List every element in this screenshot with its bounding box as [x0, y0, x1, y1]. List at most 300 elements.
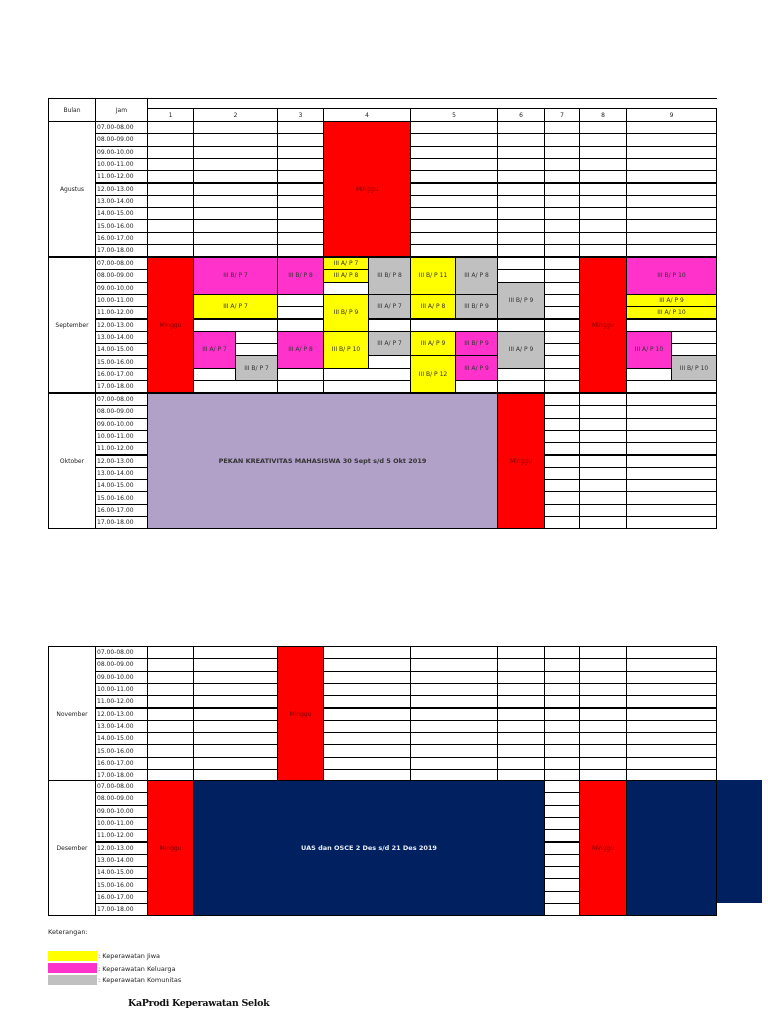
schedule-cell: [410, 695, 498, 708]
schedule-cell: [544, 282, 580, 295]
schedule-cell: [544, 380, 580, 393]
schedule-cell: [323, 646, 411, 659]
schedule-cell: [323, 658, 411, 671]
month-label-oktober: Oktober: [48, 393, 96, 529]
time-slot: 10.00-11.00: [95, 683, 148, 696]
time-slot: 17.00-18.00: [95, 380, 148, 393]
schedule-cell: [147, 695, 194, 708]
day-header-1: 1: [147, 108, 194, 122]
schedule-cell: [626, 658, 717, 671]
schedule-block: PEKAN KREATIVITAS MAHASISWA 30 Sept s/d 5 Okt 2019: [147, 393, 498, 529]
time-slot: 09.00-10.00: [95, 418, 148, 431]
schedule-cell: [626, 442, 717, 455]
schedule-block: III B/ P 11: [410, 257, 456, 295]
schedule-cell: [193, 170, 278, 183]
schedule-cell: [626, 393, 717, 406]
schedule-cell: [626, 455, 717, 468]
schedule-cell: [626, 146, 717, 159]
month-label-november: November: [48, 646, 96, 782]
time-slot: 16.00-17.00: [95, 891, 148, 904]
schedule-cell: [277, 294, 324, 307]
schedule-cell: [277, 380, 324, 393]
schedule-cell: [626, 708, 717, 721]
schedule-cell: [193, 232, 278, 245]
day-header-6: 6: [497, 108, 545, 122]
sunday-block: Minggu: [579, 780, 627, 916]
schedule-cell: [544, 232, 580, 245]
time-slot: 09.00-10.00: [95, 282, 148, 295]
schedule-block: III B/ P 9: [323, 294, 369, 332]
legend-title: Keterangan:: [48, 928, 88, 936]
schedule-cell: [147, 207, 194, 220]
schedule-block: III A/ P 10: [626, 331, 672, 369]
schedule-cell: [579, 146, 627, 159]
schedule-cell: [626, 720, 717, 733]
time-slot: 11.00-12.00: [95, 442, 148, 455]
schedule-cell: [544, 219, 580, 232]
schedule-cell: [193, 744, 278, 757]
time-slot: 13.00-14.00: [95, 467, 148, 480]
schedule-cell: [579, 207, 627, 220]
schedule-cell: [410, 671, 498, 684]
schedule-cell: [193, 380, 278, 393]
schedule-cell: [193, 121, 278, 134]
schedule-cell: [193, 158, 278, 171]
schedule-cell: [497, 757, 545, 770]
schedule-block: III B/ P 10: [626, 257, 717, 295]
schedule-cell: [497, 146, 545, 159]
schedule-block: UAS dan OSCE 2 Des s/d 21 Des 2019: [193, 780, 545, 916]
schedule-cell: [147, 158, 194, 171]
schedule-cell: [626, 232, 717, 245]
schedule-cell: [579, 418, 627, 431]
schedule-cell: [497, 244, 545, 257]
time-slot: 12.00-13.00: [95, 708, 148, 721]
time-slot: 15.00-16.00: [95, 491, 148, 504]
day-header-3: 3: [277, 108, 324, 122]
schedule-cell: [626, 671, 717, 684]
schedule-cell: [626, 380, 717, 393]
time-slot: 08.00-09.00: [95, 658, 148, 671]
schedule-cell: [277, 121, 324, 134]
time-slot: 10.00-11.00: [95, 430, 148, 443]
legend-swatch-keluarga: [48, 963, 97, 973]
schedule-cell: [544, 405, 580, 418]
schedule-cell: [579, 170, 627, 183]
schedule-cell: [410, 170, 498, 183]
schedule-cell: [544, 491, 580, 504]
schedule-cell: [544, 319, 580, 332]
schedule-block: III A/ P 7: [323, 257, 369, 270]
schedule-cell: [579, 430, 627, 443]
time-slot: 10.00-11.00: [95, 158, 148, 171]
schedule-cell: [579, 219, 627, 232]
schedule-cell: [579, 405, 627, 418]
schedule-cell: [626, 646, 717, 659]
schedule-cell: [147, 133, 194, 146]
schedule-cell: [497, 368, 545, 381]
schedule-cell: [147, 195, 194, 208]
schedule-cell: [277, 306, 324, 319]
schedule-block: III B/ P 8: [368, 257, 411, 295]
schedule-block: III A/ P 8: [410, 294, 456, 320]
schedule-cell: [193, 720, 278, 733]
schedule-cell: [410, 146, 498, 159]
schedule-cell: [323, 720, 411, 733]
schedule-cell: [323, 708, 411, 721]
schedule-cell: [579, 646, 627, 659]
schedule-cell: [544, 195, 580, 208]
time-slot: 07.00-08.00: [95, 121, 148, 134]
schedule-cell: [626, 170, 717, 183]
schedule-cell: [626, 732, 717, 745]
schedule-cell: [410, 732, 498, 745]
schedule-cell: [544, 430, 580, 443]
schedule-cell: [544, 732, 580, 745]
schedule-cell: [277, 183, 324, 196]
schedule-cell: [626, 744, 717, 757]
schedule-cell: [323, 671, 411, 684]
schedule-cell: [544, 504, 580, 517]
schedule-cell: [579, 195, 627, 208]
schedule-cell: [277, 219, 324, 232]
schedule-block: III A/ P 8: [277, 331, 324, 369]
schedule-cell: [497, 658, 545, 671]
time-slot: 09.00-10.00: [95, 146, 148, 159]
time-slot: 08.00-09.00: [95, 133, 148, 146]
schedule-cell: [544, 418, 580, 431]
schedule-cell: [544, 306, 580, 319]
day-header-7: 7: [544, 108, 580, 122]
schedule-cell: [579, 244, 627, 257]
schedule-block: III A/ P 7: [368, 331, 411, 357]
day-header-5: 5: [410, 108, 498, 122]
schedule-block: III B/ P 10: [671, 355, 717, 381]
schedule-cell: [497, 695, 545, 708]
schedule-block: III A/ P 9: [455, 355, 498, 381]
schedule-cell: [323, 380, 411, 393]
schedule-cell: [193, 757, 278, 770]
schedule-cell: [579, 183, 627, 196]
schedule-cell: [544, 170, 580, 183]
schedule-cell: [497, 720, 545, 733]
schedule-block: III A/ P 7: [368, 294, 411, 320]
schedule-cell: [410, 708, 498, 721]
schedule-cell: [410, 133, 498, 146]
time-slot: 14.00-15.00: [95, 207, 148, 220]
schedule-cell: [147, 219, 194, 232]
sunday-block: Minggu: [147, 780, 194, 916]
time-slot: 07.00-08.00: [95, 393, 148, 406]
schedule-cell: [579, 479, 627, 492]
legend-label-jiwa: : Keperawatan Jiwa: [98, 952, 161, 960]
schedule-cell: [277, 195, 324, 208]
schedule-cell: [193, 219, 278, 232]
schedule-cell: [579, 757, 627, 770]
schedule-cell: [579, 158, 627, 171]
schedule-cell: [497, 683, 545, 696]
time-slot: 17.00-18.00: [95, 244, 148, 257]
schedule-cell: [579, 491, 627, 504]
schedule-cell: [193, 319, 278, 332]
schedule-cell: [626, 683, 717, 696]
schedule-cell: [579, 658, 627, 671]
schedule-cell: [579, 695, 627, 708]
schedule-cell: [544, 903, 580, 916]
schedule-cell: [626, 133, 717, 146]
time-slot: 11.00-12.00: [95, 695, 148, 708]
schedule-block: III B/ P 8: [277, 257, 324, 295]
schedule-block: III B/ P 7: [235, 355, 278, 381]
schedule-cell: [147, 121, 194, 134]
schedule-cell: [544, 780, 580, 793]
schedule-cell: [277, 158, 324, 171]
schedule-cell: [147, 232, 194, 245]
schedule-cell: [277, 146, 324, 159]
schedule-cell: [579, 683, 627, 696]
schedule-cell: [544, 479, 580, 492]
schedule-cell: [579, 671, 627, 684]
schedule-cell: [579, 504, 627, 517]
month-label-agustus: Agustus: [48, 121, 96, 257]
schedule-cell: [410, 121, 498, 134]
schedule-cell: [626, 504, 717, 517]
schedule-cell: [544, 133, 580, 146]
schedule-cell: [277, 368, 324, 381]
schedule-cell: [544, 269, 580, 282]
schedule-cell: [626, 418, 717, 431]
time-slot: 11.00-12.00: [95, 306, 148, 319]
schedule-cell: [626, 207, 717, 220]
schedule-cell: [147, 757, 194, 770]
schedule-cell: [579, 720, 627, 733]
schedule-cell: [497, 269, 545, 282]
schedule-cell: [544, 792, 580, 805]
schedule-cell: [323, 732, 411, 745]
schedule-cell: [579, 744, 627, 757]
schedule-cell: [544, 368, 580, 381]
legend-swatch-jiwa: [48, 951, 97, 961]
schedule-cell: [544, 891, 580, 904]
schedule-cell: [410, 319, 498, 332]
header-jam: Jam: [95, 98, 148, 122]
schedule-cell: [544, 744, 580, 757]
schedule-cell: [277, 232, 324, 245]
schedule-cell: [410, 195, 498, 208]
schedule-cell: [147, 146, 194, 159]
time-slot: 10.00-11.00: [95, 817, 148, 830]
schedule-cell: [323, 683, 411, 696]
schedule-cell: [410, 757, 498, 770]
schedule-cell: [497, 646, 545, 659]
time-slot: 15.00-16.00: [95, 355, 148, 368]
schedule-cell: [579, 467, 627, 480]
schedule-cell: [193, 195, 278, 208]
schedule-block: III A/ P 8: [455, 257, 498, 295]
schedule-cell: [410, 744, 498, 757]
schedule-cell: [626, 430, 717, 443]
schedule-cell: [147, 744, 194, 757]
schedule-cell: [626, 491, 717, 504]
schedule-cell: [544, 516, 580, 529]
schedule-block: [626, 780, 717, 916]
schedule-cell: [544, 355, 580, 368]
schedule-cell: [544, 331, 580, 344]
schedule-cell: [410, 720, 498, 733]
sunday-block: Minggu: [323, 121, 411, 257]
time-slot: 13.00-14.00: [95, 720, 148, 733]
schedule-cell: [497, 232, 545, 245]
schedule-cell: [544, 671, 580, 684]
schedule-cell: [626, 405, 717, 418]
time-slot: 13.00-14.00: [95, 854, 148, 867]
schedule-cell: [147, 170, 194, 183]
time-slot: 12.00-13.00: [95, 455, 148, 468]
schedule-cell: [277, 207, 324, 220]
header-bulan: Bulan: [48, 98, 96, 122]
time-slot: 07.00-08.00: [95, 780, 148, 793]
time-slot: 16.00-17.00: [95, 368, 148, 381]
time-slot: 09.00-10.00: [95, 805, 148, 818]
schedule-cell: [193, 695, 278, 708]
month-label-desember: Desember: [48, 780, 96, 916]
schedule-cell: [544, 121, 580, 134]
schedule-cell: [544, 393, 580, 406]
schedule-cell: [626, 183, 717, 196]
time-slot: 16.00-17.00: [95, 757, 148, 770]
time-slot: 08.00-09.00: [95, 792, 148, 805]
schedule-cell: [147, 732, 194, 745]
schedule-cell: [544, 183, 580, 196]
time-slot: 10.00-11.00: [95, 294, 148, 307]
time-slot: 15.00-16.00: [95, 744, 148, 757]
schedule-cell: [323, 744, 411, 757]
schedule-cell: [544, 646, 580, 659]
schedule-cell: [147, 671, 194, 684]
schedule-block: III B/ P 12: [410, 355, 456, 393]
schedule-cell: [544, 467, 580, 480]
legend-label-keluarga: : Keperawatan Keluarga: [98, 965, 176, 973]
time-slot: 17.00-18.00: [95, 769, 148, 782]
schedule-cell: [497, 744, 545, 757]
schedule-block: III A/ P 9: [410, 331, 456, 357]
schedule-cell: [193, 658, 278, 671]
schedule-cell: [579, 232, 627, 245]
time-slot: 08.00-09.00: [95, 405, 148, 418]
schedule-cell: [544, 455, 580, 468]
schedule-cell: [579, 442, 627, 455]
schedule-cell: [579, 133, 627, 146]
schedule-cell: [626, 158, 717, 171]
schedule-cell: [277, 133, 324, 146]
schedule-cell: [579, 516, 627, 529]
time-slot: 11.00-12.00: [95, 829, 148, 842]
schedule-cell: [497, 170, 545, 183]
schedule-cell: [544, 866, 580, 879]
schedule-cell: [544, 146, 580, 159]
schedule-block: III A/ P 7: [193, 331, 236, 369]
month-label-september: September: [48, 257, 96, 393]
schedule-cell: [410, 244, 498, 257]
schedule-cell: [544, 442, 580, 455]
day-header-2: 2: [193, 108, 278, 122]
schedule-cell: [323, 695, 411, 708]
schedule-cell: [497, 732, 545, 745]
schedule-cell: [497, 121, 545, 134]
schedule-cell: [626, 121, 717, 134]
schedule-cell: [626, 757, 717, 770]
schedule-cell: [579, 455, 627, 468]
schedule-cell: [410, 683, 498, 696]
schedule-cell: [626, 219, 717, 232]
schedule-cell: [626, 516, 717, 529]
schedule-cell: [193, 146, 278, 159]
schedule-cell: [410, 158, 498, 171]
time-slot: 14.00-15.00: [95, 732, 148, 745]
schedule-cell: [626, 195, 717, 208]
schedule-cell: [626, 467, 717, 480]
schedule-cell: [147, 708, 194, 721]
schedule-block: III A/ P 9: [626, 294, 717, 307]
schedule-cell: [497, 195, 545, 208]
schedule-cell: [579, 121, 627, 134]
schedule-cell: [626, 244, 717, 257]
sunday-block: Minggu: [497, 393, 545, 529]
schedule-cell: [544, 817, 580, 830]
schedule-cell: [497, 219, 545, 232]
day-header-8: 8: [579, 108, 627, 122]
schedule-cell: [626, 695, 717, 708]
schedule-block: III A/ P 9: [497, 331, 545, 369]
schedule-cell: [497, 319, 545, 332]
schedule-cell: [193, 133, 278, 146]
schedule-cell: [410, 207, 498, 220]
schedule-cell: [544, 878, 580, 891]
schedule-cell: [544, 805, 580, 818]
time-slot: 12.00-13.00: [95, 319, 148, 332]
schedule-cell: [544, 343, 580, 356]
schedule-cell: [544, 207, 580, 220]
time-slot: 13.00-14.00: [95, 195, 148, 208]
schedule-cell: [544, 244, 580, 257]
schedule-block: III B/ P 7: [193, 257, 278, 295]
time-slot: 14.00-15.00: [95, 343, 148, 356]
schedule-cell: [323, 757, 411, 770]
schedule-cell: [147, 244, 194, 257]
schedule-cell: [497, 183, 545, 196]
schedule-cell: [626, 479, 717, 492]
schedule-cell: [544, 658, 580, 671]
schedule-cell: [544, 829, 580, 842]
schedule-cell: [579, 393, 627, 406]
time-slot: 16.00-17.00: [95, 232, 148, 245]
schedule-block: III A/ P 10: [626, 306, 717, 319]
schedule-cell: [193, 671, 278, 684]
schedule-cell: [193, 708, 278, 721]
day-header-4: 4: [323, 108, 411, 122]
schedule-block: III B/ P 9: [455, 331, 498, 357]
signature-title: KaProdi Keperawatan Selok: [128, 998, 270, 1009]
schedule-cell: [544, 683, 580, 696]
schedule-cell: [579, 708, 627, 721]
schedule-cell: [410, 183, 498, 196]
time-slot: 17.00-18.00: [95, 516, 148, 529]
schedule-cell: [497, 708, 545, 721]
schedule-cell: [544, 720, 580, 733]
time-slot: 12.00-13.00: [95, 183, 148, 196]
schedule-cell: [626, 319, 717, 332]
schedule-cell: [579, 732, 627, 745]
